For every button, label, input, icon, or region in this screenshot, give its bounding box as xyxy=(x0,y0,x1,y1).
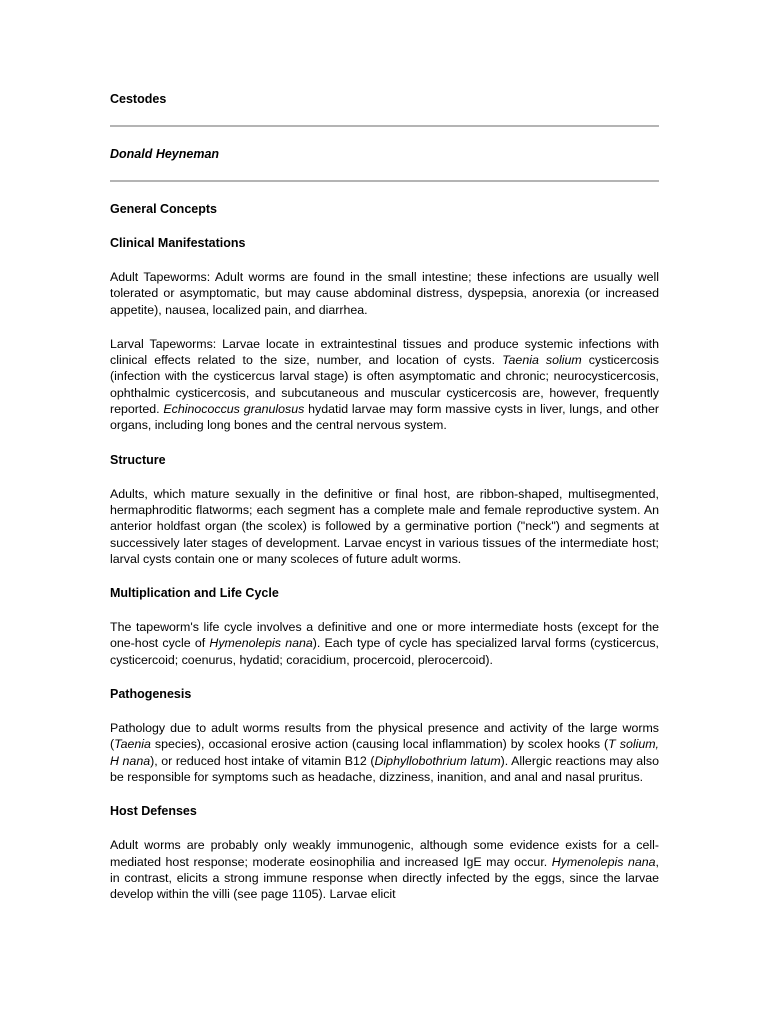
section-heading-general-concepts: General Concepts xyxy=(110,202,217,216)
section-heading-life-cycle: Multiplication and Life Cycle xyxy=(110,586,279,601)
section-heading-structure: Structure xyxy=(110,452,166,467)
author-name: Donald Heyneman xyxy=(110,147,220,161)
section-heading-clinical-manifestations: Clinical Manifestations xyxy=(110,236,246,250)
document-body xyxy=(110,201,659,902)
paragraph-larval-tapeworms: Larval Tapeworms: Larvae locate in extraintestinal tissues and produce systemic infections with clinical effects related to the size, number, and location of cysts. Taenia solium cysticercosis (infection with the cysticercus larval stage) is often asymptomatic and chronic; neurocysticercosis, ophthalmic cysticercosis, and subcutaneous and muscular cysticercosis are, however, frequently reported. Echinococcus granulosus hydatid larvae may form massive cysts in liver, lungs, and other organs, including long bones and the central nervous system. xyxy=(110,336,659,433)
paragraph-adult-tapeworms: Adult Tapeworms: Adult worms are found in the small intestine; these infections are usually well tolerated or asymptomatic, but may cause abdominal distress, dyspepsia, anorexia (or increased appetite), nausea, localized pain, and diarrhea. xyxy=(110,270,659,317)
paragraph-host-defenses: Adult worms are probably only weakly immunogenic, although some evidence exists for a cell-mediated host response; moderate eosinophilia and increased IgE may occur. Hymenolepis nana, in contrast, elicits a strong immune response when directly infected by the eggs, since the larvae develop within the villi (see page 1105). Larvae elicit xyxy=(110,838,659,902)
paragraph-pathogenesis: Pathology due to adult worms results from the physical presence and activity of the large worms (Taenia species), occasional erosive action (causing local inflammation) by scolex hooks (T solium, H nana), or reduced host intake of vitamin B12 (Diphyllobothrium latum). Allergic reactions may also be responsible for symptoms such as headache, dizziness, inanition, and anal and nasal pruritus. xyxy=(110,721,659,784)
document-title: Cestodes xyxy=(110,92,167,106)
divider-rule xyxy=(110,180,659,182)
paragraph-life-cycle: The tapeworm's life cycle involves a definitive and one or more intermediate hosts (except for the one-host cycle of Hymenolepis nana). Each type of cycle has specialized larval forms (cysticercus, cysticercoid; coenurus, hydatid; coracidium, procercoid, plerocercoid). xyxy=(110,620,659,667)
section-heading-pathogenesis: Pathogenesis xyxy=(110,687,192,702)
section-heading-host-defenses: Host Defenses xyxy=(110,804,197,819)
paragraph-structure: Adults, which mature sexually in the definitive or final host, are ribbon-shaped, multisegmented, hermaphroditic flatworms; each segment has a complete male and female reproductive system. An anterior holdfast organ (the scolex) is followed by a germinative portion ("neck") and segments at successively later stages of development. Larvae encyst in various tissues of the intermediate host; larval cysts contain one or many scoleces of future adult worms. xyxy=(110,486,659,566)
divider-rule xyxy=(110,125,659,127)
